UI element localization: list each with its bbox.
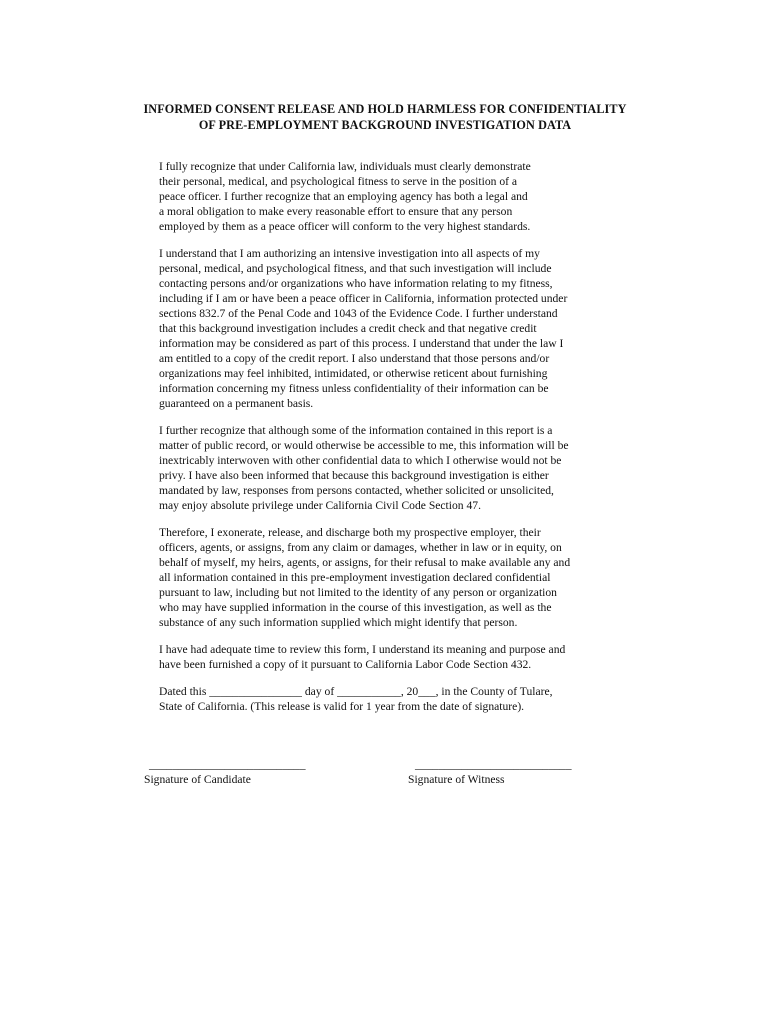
witness-signature-line: ___________________________	[415, 758, 572, 771]
title-line: OF PRE-EMPLOYMENT BACKGROUND INVESTIGATION DATA	[198, 118, 572, 132]
text-line: guaranteed on a permanent basis.	[159, 397, 314, 410]
text-line: substance of any such information supplied which might identify that person.	[159, 616, 518, 629]
paragraph-acknowledgement	[159, 642, 609, 672]
text-line: Therefore, I exonerate, release, and discharge both my prospective employer, their	[159, 526, 541, 539]
text-line: their personal, medical, and psychological fitness to serve in the position of a	[159, 175, 518, 188]
text-line: may enjoy absolute privilege under California Civil Code Section 47.	[159, 499, 481, 512]
paragraph-release	[159, 525, 609, 630]
text-line: pursuant to law, including but not limited to the identity of any person or organization	[159, 586, 557, 599]
text-line: inextricably interwoven with other confidential data to which I otherwise would not be	[159, 454, 562, 467]
text-line: all information contained in this pre-employment investigation declared confidential	[159, 571, 551, 584]
text-line: who may have supplied information in the course of this investigation, as well as the	[159, 601, 552, 614]
text-line: I understand that I am authorizing an intensive investigation into all aspects of my	[159, 247, 540, 260]
text-line: I fully recognize that under California law, individuals must clearly demonstrate	[159, 160, 531, 173]
text-line: a moral obligation to make every reasonable effort to ensure that any person	[159, 205, 513, 218]
text-line: that this background investigation includes a credit check and that negative credit	[159, 322, 537, 335]
text-line: privy. I have also been informed that because this background investigation is either	[159, 469, 549, 482]
text-line: including if I am or have been a peace officer in California, information protected under	[159, 292, 568, 305]
text-line: personal, medical, and psychological fitness, and that such investigation will include	[159, 262, 552, 275]
text-line: information concerning my fitness unless confidentiality of their information can be	[159, 382, 549, 395]
candidate-signature-line: ___________________________	[149, 758, 306, 771]
text-line: matter of public record, or would otherwise be accessible to me, this information will be	[159, 439, 569, 452]
text-line: contacting persons and/or organizations who have information relating to my fitness,	[159, 277, 553, 290]
text-line: I have had adequate time to review this form, I understand its meaning and purpose and	[159, 643, 566, 656]
text-line: State of California. (This release is valid for 1 year from the date of signature).	[159, 700, 525, 713]
signature-row	[0, 757, 770, 797]
text-line: am entitled to a copy of the credit report. I also understand that those persons and/or	[159, 352, 550, 365]
document-body	[159, 159, 609, 726]
text-line: organizations may feel inhibited, intimidated, or otherwise reticent about furnishing	[159, 367, 548, 380]
candidate-signature-block	[144, 757, 306, 787]
witness-signature-block	[408, 757, 572, 787]
date-line: Dated this ________________ day of ___________, 20___, in the County of Tulare,	[159, 685, 553, 698]
document-title	[100, 101, 670, 133]
candidate-signature-label: Signature of Candidate	[144, 773, 251, 786]
text-line: officers, agents, or assigns, from any claim or damages, whether in law or in equity, on	[159, 541, 562, 554]
text-line: peace officer. I further recognize that an employing agency has both a legal and	[159, 190, 528, 203]
text-line: mandated by law, responses from persons contacted, whether solicited or unsolicited,	[159, 484, 554, 497]
paragraph-fitness	[159, 159, 609, 234]
title-line: INFORMED CONSENT RELEASE AND HOLD HARMLESS FOR CONFIDENTIALITY	[143, 102, 627, 116]
text-line: I further recognize that although some of the information contained in this report is a	[159, 424, 553, 437]
text-line: behalf of myself, my heirs, agents, or assigns, for their refusal to make available any and	[159, 556, 571, 569]
text-line: have been furnished a copy of it pursuant to California Labor Code Section 432.	[159, 658, 532, 671]
text-line: employed by them as a peace officer will conform to the very highest standards.	[159, 220, 531, 233]
paragraph-authorization	[159, 246, 609, 411]
witness-signature-label: Signature of Witness	[408, 773, 505, 786]
text-line: information may be considered as part of this process. I understand that under the law I	[159, 337, 564, 350]
paragraph-dated	[159, 684, 609, 714]
text-line: sections 832.7 of the Penal Code and 1043 of the Evidence Code. I further understand	[159, 307, 558, 320]
paragraph-public-record	[159, 423, 609, 513]
